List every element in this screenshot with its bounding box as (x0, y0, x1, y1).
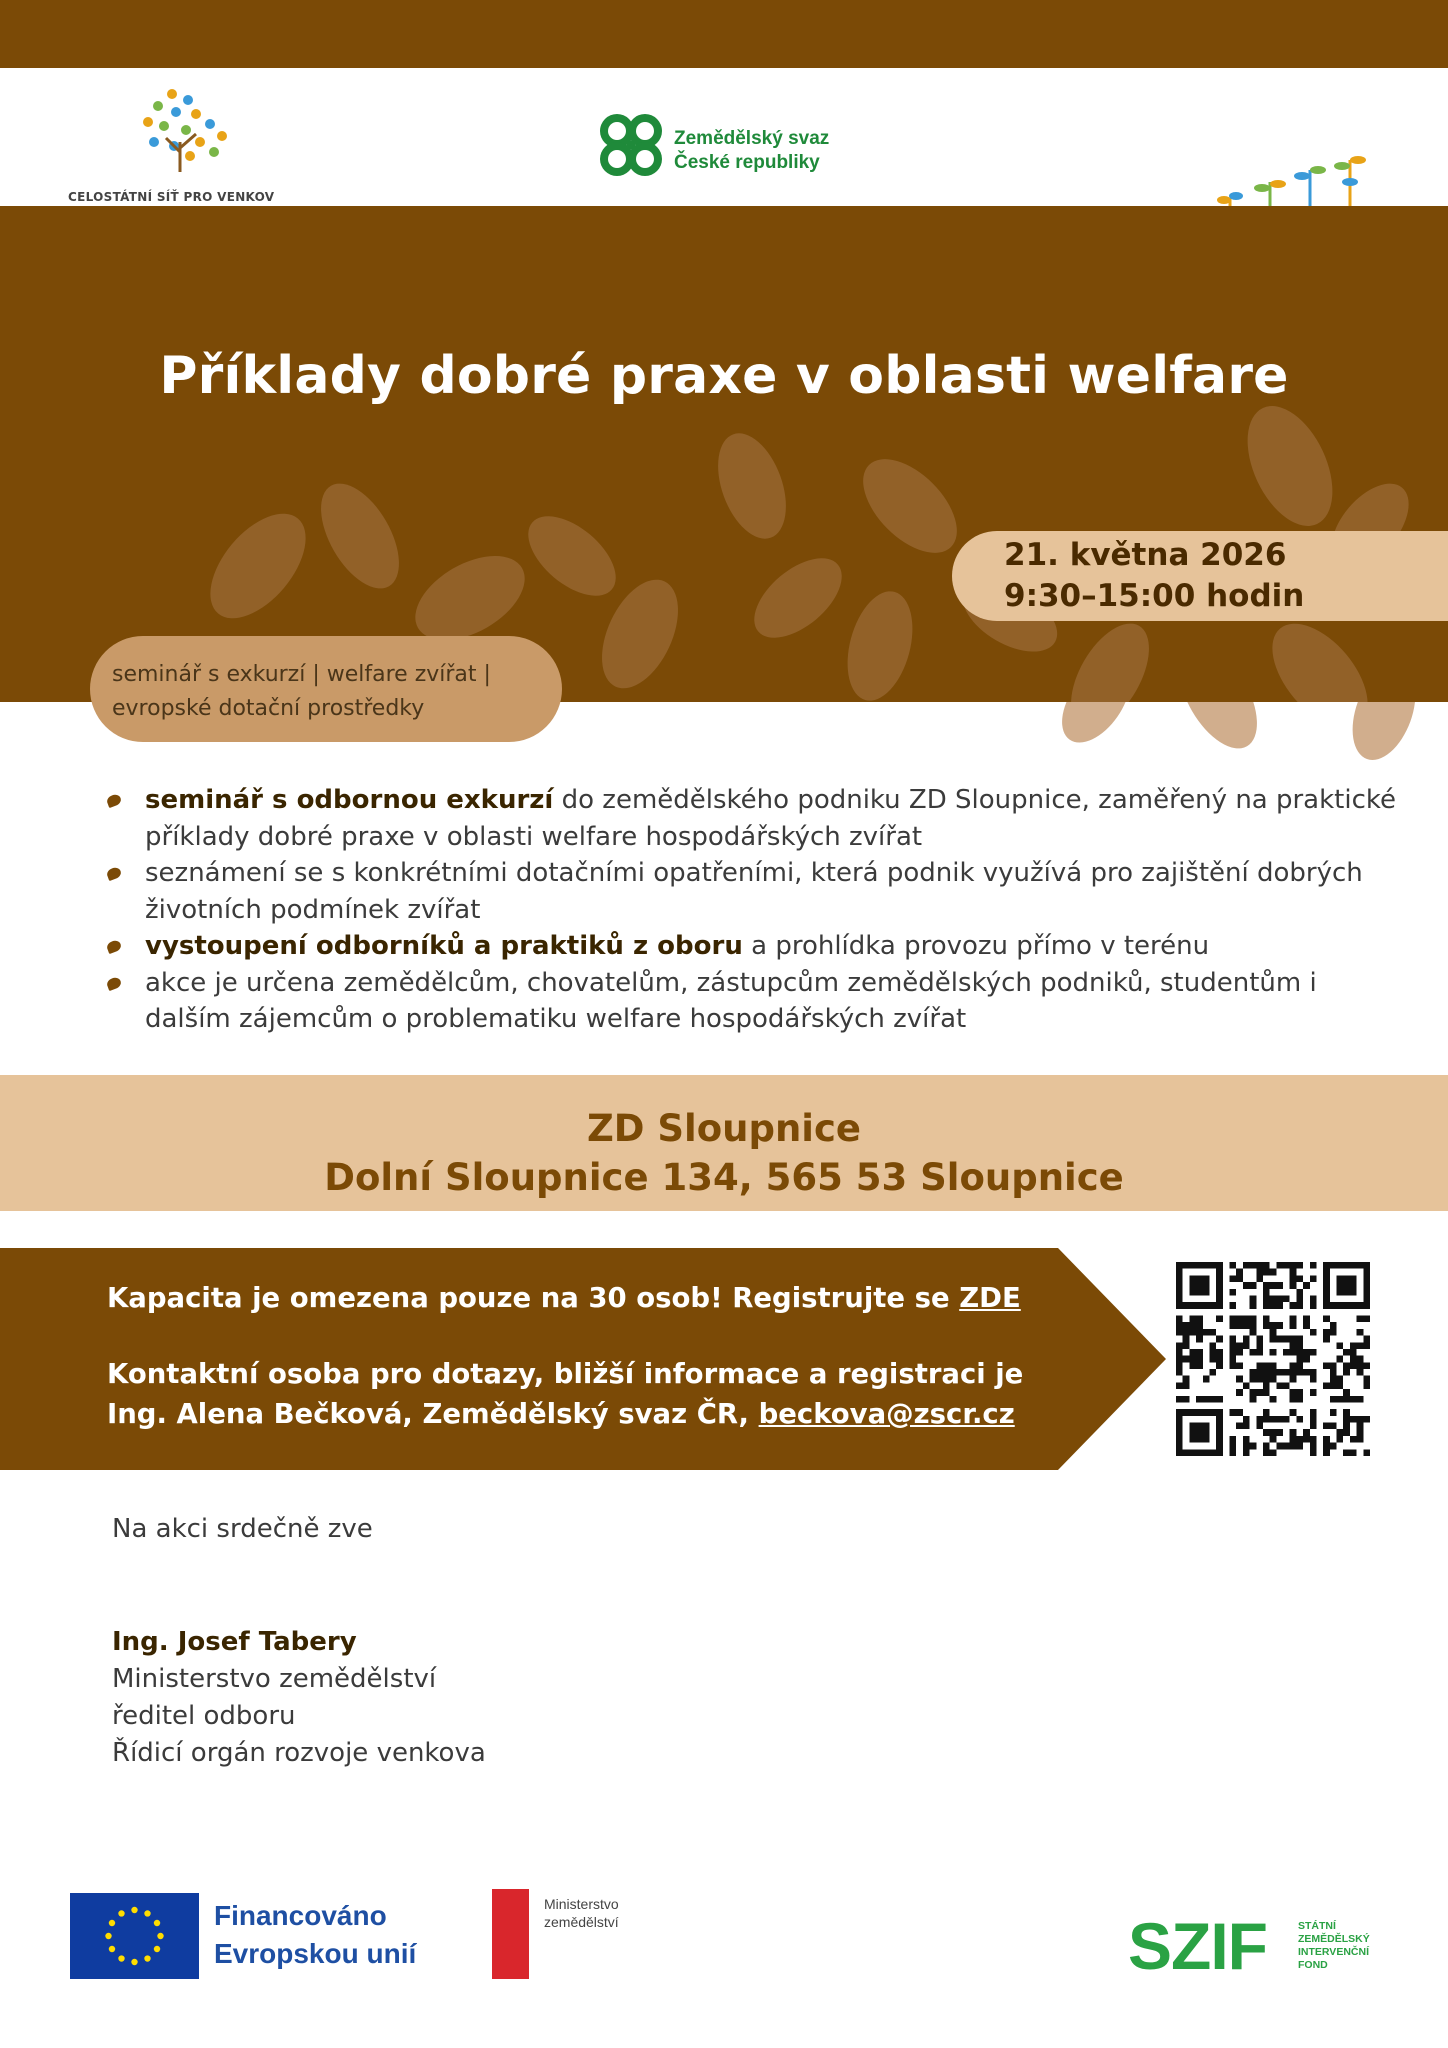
registration-info (107, 1278, 1023, 1434)
signer-organization: Ministerstvo zemědělství (112, 1664, 437, 1694)
tree-dots-icon (136, 86, 246, 176)
event-highlights-list (105, 782, 1405, 1038)
leaf-bullet-icon (106, 975, 123, 990)
ministry-line2: zemědělství (544, 1914, 619, 1930)
clover-icon (592, 106, 670, 184)
szif-word: ZEMĚDĚLSKÝ (1298, 1933, 1370, 1945)
bullet-text: do zemědělského podniku ZD Sloupnice, zaměřený na praktické příklady dobré praxe v oblasti welfare hospodářských zvířat (145, 785, 1397, 852)
list-item (105, 928, 1405, 965)
ministry-emblem-icon (492, 1889, 529, 1979)
leaf-bullet-icon (106, 939, 123, 954)
szif-fullname (1298, 1920, 1370, 1972)
eu-stars-icon (70, 1893, 199, 1979)
date-time-badge (952, 531, 1448, 621)
event-date: 21. května 2026 (1004, 537, 1287, 573)
celostatni-sit-logo (66, 86, 306, 204)
csv-caption: CELOSTÁTNÍ SÍŤ PRO VENKOV (68, 190, 275, 204)
capacity-text: Kapacita je omezena pouze na 30 osob! Registrujte se (107, 1282, 960, 1314)
register-link[interactable]: ZDE (959, 1282, 1021, 1314)
registration-qr-code[interactable] (1176, 1262, 1370, 1456)
szif-logo (1128, 1909, 1388, 1984)
eu-flag-logo (70, 1893, 199, 1979)
eu-line2: Evropskou unií (214, 1938, 417, 1969)
invitation-text: Na akci srdečně zve (112, 1514, 373, 1544)
bullet-bold: seminář s odbornou exkurzí (145, 785, 554, 815)
event-time: 9:30–15:00 hodin (1004, 578, 1305, 614)
leaves-decoration (0, 206, 1448, 702)
contact-line1: Kontaktní osoba pro dotazy, bližší informace a registraci je (107, 1358, 1024, 1390)
bullet-text: seznámení se s konkrétními dotačními opatřeními, která podnik využívá pro zajištění dobrých životních podmínek zvířat (145, 858, 1363, 925)
zemedelsky-svaz-logo (592, 106, 882, 186)
capacity-line (107, 1278, 1023, 1318)
eu-funding-text (214, 1897, 416, 1973)
event-title: Příklady dobré praxe v oblasti welfare (159, 346, 1289, 406)
strategicky-plan-logo (1024, 108, 1384, 198)
logo-bar (0, 68, 1448, 206)
szif-word: FOND (1298, 1959, 1328, 1971)
zs-name-line2: České republiky (674, 152, 820, 173)
zs-name-line1: Zemědělský svaz (674, 128, 830, 149)
hero-banner (0, 206, 1448, 702)
bullet-text: a prohlídka provozu přímo v terénu (742, 931, 1210, 961)
signer-name: Ing. Josef Tabery (112, 1627, 357, 1657)
leaf-bullet-icon (106, 866, 123, 881)
venue-address: Dolní Sloupnice 134, 565 53 Sloupnice (324, 1156, 1124, 1199)
signer-unit: Řídicí orgán rozvoje venkova (112, 1738, 486, 1768)
leaf-bullet-icon (106, 793, 123, 808)
ministry-logo (492, 1889, 652, 1983)
email-link[interactable]: beckova@zscr.cz (758, 1398, 1015, 1430)
contact-person: Ing. Alena Bečková, Zemědělský svaz ČR, (107, 1398, 759, 1430)
tags-line2: evropské dotační prostředky (112, 696, 425, 721)
venue-band (0, 1075, 1448, 1211)
venue-name: ZD Sloupnice (586, 1107, 862, 1150)
list-item (105, 965, 1405, 1038)
contact-line2 (107, 1394, 1023, 1434)
bullet-text: akce je určena zemědělcům, chovatelům, zástupcům zemědělských podniků, studentům i dalším zájemcům o problematiku welfare hospodářských zvířat (145, 967, 1317, 1034)
qr-code-icon (1176, 1262, 1370, 1456)
szif-word: STÁTNÍ (1298, 1920, 1336, 1932)
szif-wordmark: SZIF (1128, 1909, 1267, 1983)
tags-line1: seminář s exkurzí | welfare zvířat | (112, 662, 491, 687)
list-item (105, 855, 1405, 928)
eu-line1: Financováno (214, 1900, 387, 1931)
bullet-bold: vystoupení odborníků a praktiků z oboru (145, 931, 743, 961)
szif-word: INTERVENČNÍ (1298, 1946, 1369, 1958)
list-item (105, 782, 1405, 855)
signer-role: ředitel odboru (112, 1701, 296, 1731)
ministry-line1: Ministerstvo (544, 1896, 619, 1912)
top-band (0, 0, 1448, 68)
signature-block (112, 1624, 486, 1772)
topic-tags-badge (90, 636, 562, 742)
